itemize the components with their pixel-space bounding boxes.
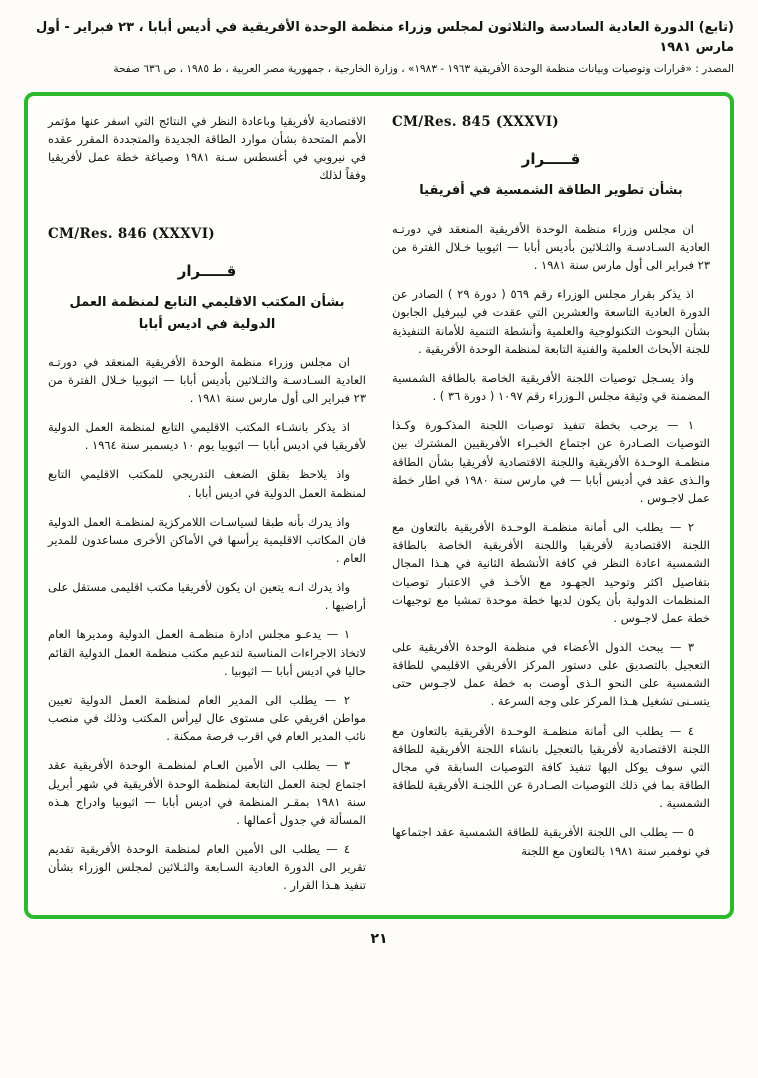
column-left-resolution-846 (48, 112, 366, 906)
resolution-845-body (392, 220, 710, 860)
paragraph: ١ — يدعـو مجلس ادارة منظمـة العمل الدولية ومديرها العام لاتخاذ الاجراءات المناسبة لتدعيم مكتب منظمة العمل الدولية القائم حاليا في اديس أبابا — اثيوبيا . (48, 627, 366, 678)
resolution-845-continuation-text: الاقتصادية لأفريقيا وباعادة النظر في النتائج التي اسفر عنها مؤتمر الأمم المتحدة بشأن موارد الطاقة الجديدة والمتجددة المقرر عقده في نيروبي في أغسطس سـنة ١٩٨١ وصياغة خطة عمل لأفريقيا وفقاً لذلك (48, 113, 366, 183)
paragraph: ٤ — يطلب الى الأمين العام لمنظمة الوحدة الأفريقية تقديم تقرير الى الدورة العادية السـابعة والثـلاثين لمجلس الوزراء بشأن تنفيذ هـذا القرار . (48, 842, 366, 893)
paragraph: ٣ — يبحث الدول الأعضاء في منظمة الوحدة الأفريقية على التعجيل بالتصديق على دستور المركز الأفريقي الاقليمي للطاقة الشمسية على النحو الـذى أوصت به خطة عمل لاجـوس حتى يتسـنى تشغيل هـذا المركز على وجه السرعة . (392, 639, 710, 709)
paragraph: ٢ — يطلب الى المدير العام لمنظمة العمل الدولية تعيين مواطن افريقي على مستوى عال ليرأس المكتب وذلك في منصب نائب المدير العام في اقرب فرصة ممكنة . (48, 692, 366, 744)
resolution-846-body (48, 353, 366, 895)
two-column-layout (48, 112, 710, 906)
paragraph: ان مجلس وزراء منظمة الوحدة الأفريقية المنعقد في دورتـه العادية السـادسـة والثـلاثين بأديس أبابا — اثيوبيا خـلال الفترة من ٢٣ فبراير الى أول مارس سنة ١٩٨١ . (392, 221, 710, 273)
resolution-846-id: CM/Res. 846 (XXXVI) (48, 226, 215, 243)
header-title: (تابع) الدورة العادية السادسة والثلاثون لمجلس وزراء منظمة الوحدة الأفريقية في أديس أبابا ، ٢٣ فبراير - أول مارس ١٩٨١ (36, 20, 734, 55)
resolution-845-id: CM/Res. 845 (XXXVI) (392, 113, 559, 130)
paragraph: واذ يلاحظ بقلق الضعف التدريجي للمكتب الاقليمي التابع لمنظمة العمل الدولية في اديس أبابا . (48, 467, 366, 500)
paragraph: ٣ — يطلب الى الأمين العـام لمنظمـة الوحدة الأفريقية عقد اجتماع لجنة العمل التابعة لمنظمة الوحدة الأفريقية في شهر أبريل سنة ١٩٨١ بمقـر المنظمة في اديس أبابا — اثيوبيا وادراج هـذه المسألة في جدول أعمالها . (48, 758, 366, 827)
resolution-846-title: قـــــرار (177, 262, 237, 281)
paragraph: واذ يسـجل توصيات اللجنة الأفريقية الخاصة بالطاقة الشمسية المضمنة في وثيقة مجلس الـوزراء رقم ١٠٩٧ ( دورة ٣٦ ) . (392, 370, 710, 404)
header-source-citation: المصدر : «قرارات وتوصيات وبيانات منظمة الوحدة الأفريقية ١٩٦٣ - ١٩٨٣» ، وزارة الخارجية ، جمهورية مصر العربية ، ط ١٩٨٥ ، ص ٦٣٦ صفحة (113, 63, 734, 75)
resolution-845-title: قـــــرار (521, 149, 581, 168)
column-right-resolution-845 (392, 112, 710, 871)
paragraph: اذ يذكر بقرار مجلس الوزراء رقم ٥٦٩ ( دورة ٢٩ ) الصادر عن الدورة العادية التاسعة والعشرين التي عقدت في ليبرفيل الجابون بشأن البحوث التكنولوجية والعلمية وأنشطة التنمية للأمانة التنفيذية للجنة الأبحاث العلمية والفنية التابعة لمنظمة الوحدة الأفريقية . (392, 287, 710, 356)
paragraph: ان مجلس وزراء منظمة الوحدة الأفريقية المنعقد في دورتـه العادية السـادسـة والثـلاثين بأديس أبابا — اثيوبيا خـلال الفترة من ٢٣ فبراير الى أول مارس سنة ١٩٨١ . (48, 354, 366, 405)
resolution-846-subtitle: بشأن المكتب الاقليمي التابع لمنظمة العمل الدولية في اديس أبابا (69, 295, 345, 333)
paragraph: ٤ — يطلب الى أمانة منظمـة الوحـدة الأفريقية بالتعاون مع اللجنة الاقتصادية لأفريقيا بالتعجيل بانشاء اللجنة الأفريقية للطاقة التي سوف يوكل اليها تنفيذ كافة التوصيات السابقة في مجال الطاقة بما في ذلك التوصيات الصـادرة عن اللجنـة الأفريقية للطاقة الشمسية . (392, 723, 710, 811)
paragraph: ٥ — يطلب الى اللجنة الأفريقية للطاقة الشمسية عقد اجتماعها في نوفمبر سنة ١٩٨١ بالتعاون مع اللجنة (392, 825, 710, 858)
paragraph: اذ يذكر بانشـاء المكتب الاقليمي التابع لمنظمة العمل الدولية لأفريقيا في اديس أبابا — اثيوبيا يوم ١٠ ديسمبر سنة ١٩٦٤ . (48, 420, 366, 453)
paragraph: ١ — يرحب بخطة تنفيذ توصيات اللجنة المذكـورة وكـذا التوصيات الصـادرة عن اجتماع الخبـراء الأفريقيين المشترك بين منظمـة الوحـدة الأفريقية واللجنة الاقتصادية لأفريقيا بشأن الطاقة والـذى عقد في أديس أبابا — في مارس سنة ١٩٨٠ في اطار خطة عمل لاجـوس . (392, 418, 711, 505)
page-header (10, 14, 748, 80)
content-frame (24, 92, 734, 920)
paragraph: ٢ — يطلب الى أمانة منظمـة الوحـدة الأفريقية بالتعاون مع اللجنة الاقتصادية لأفريقيا واللجنة الأفريقية الخاصة بالطاقة الشمسية اعادة النظر في كافة الأنشطة الثانية في هـذا المجال بتفاصيل اكثر وتوحيد الجهـود مع الأخـذ في الاعتبار توصيات المنظمات الدولية بأن يكون لديها خطة موحدة تمشيا مع توجيهات خطة عمل لاجـوس . (392, 520, 710, 625)
paragraph: واذ يدرك بأنه طبقا لسياسـات اللامركزية لمنظمـة العمل الدولية فان المكاتب الاقليمية يرأسها في الأماكن الأخرى مساعدون للمدير العام . (48, 514, 366, 565)
page-number: ٢١ (370, 931, 388, 948)
resolution-845-subtitle: بشأن تطوير الطاقة الشمسية في أفريقيا (419, 182, 683, 198)
paragraph: واذ يدرك انـه يتعين ان يكون لأفريقيا مكتب اقليمى مستقل على أراضيها . (48, 580, 366, 613)
